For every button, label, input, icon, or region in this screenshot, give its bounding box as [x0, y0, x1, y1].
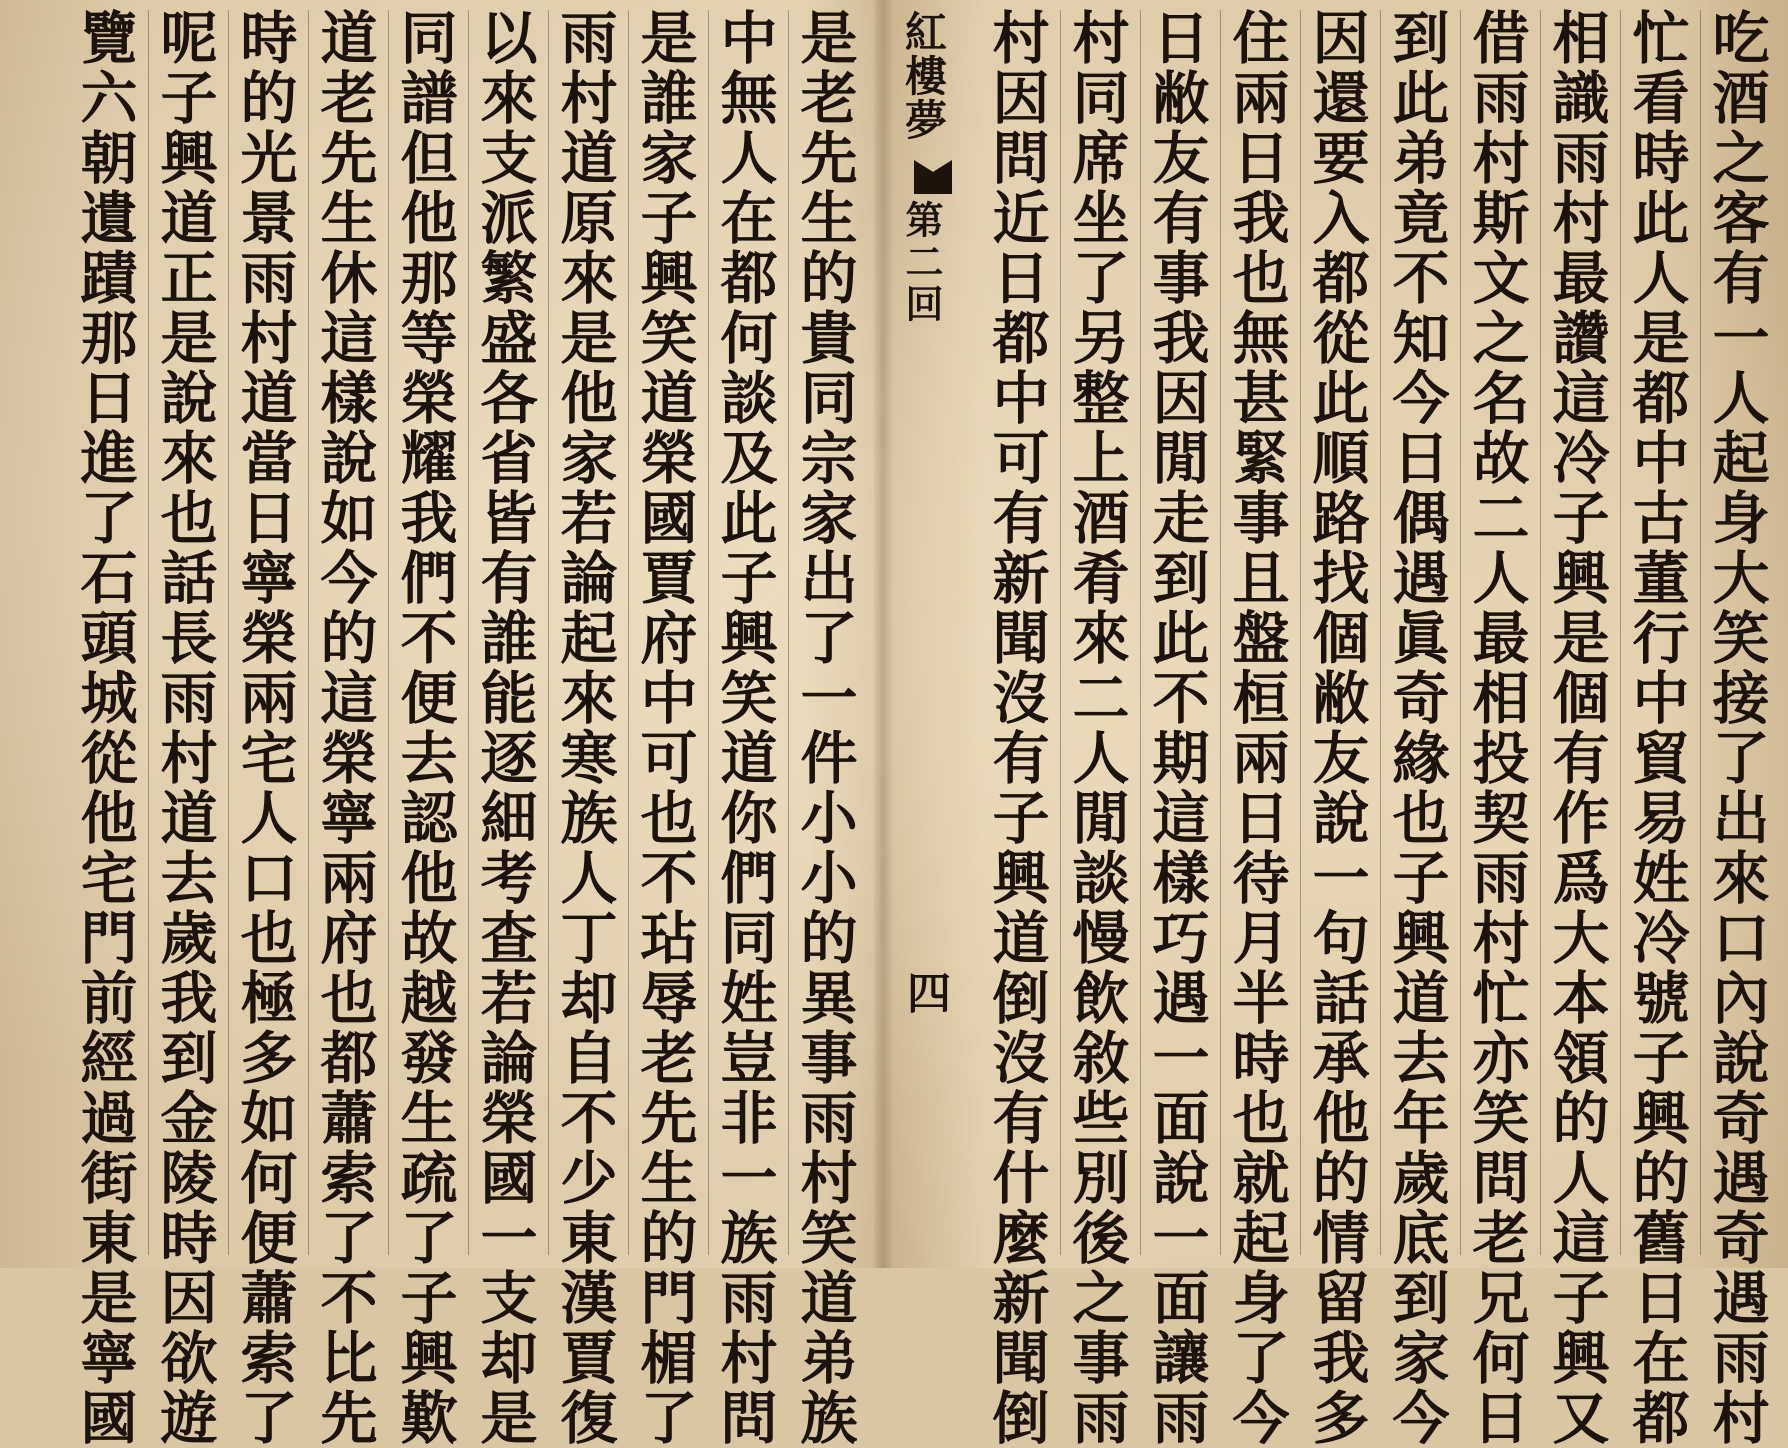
- left-column-6: 同譜但他那等榮耀我們不便去認他故越發生疏了子興歎: [391, 8, 458, 1448]
- left-column-9: 呢子興道正是說來也話長雨村道去歲我到金陵時因欲遊: [151, 8, 218, 1448]
- right-page: [880, 0, 1788, 1448]
- column-rule: [628, 10, 629, 1255]
- right-column-1: 吃酒之客有一人起身大笑接了出來口內說奇遇奇遇雨村: [1703, 8, 1770, 1448]
- column-rule: [708, 10, 709, 1255]
- left-column-10: 覽六朝遺蹟那日進了石頭城從他宅門前經過街東是寧國: [71, 8, 138, 1448]
- left-column-8: 時的光景雨村道當日寧榮兩宅人口也極多如何便蕭索了: [231, 8, 298, 1448]
- right-column-3: 相識雨村最讚這冷子興是個有作爲大本領的人這子興又: [1543, 8, 1610, 1448]
- column-rule: [1140, 10, 1141, 1255]
- left-column-2: 中無人在都何談及此子興笑道你們同姓豈非一族雨村問: [711, 8, 778, 1448]
- column-rule: [1540, 10, 1541, 1255]
- column-rule: [788, 10, 789, 1255]
- right-column-9: 村同席坐了另整上酒肴來二人閒談慢飲敘些別後之事雨: [1063, 8, 1130, 1448]
- right-column-5: 到此弟竟不知今日偶遇眞奇緣也子興道去年歲底到家今: [1383, 8, 1450, 1448]
- column-rule: [1380, 10, 1381, 1255]
- column-rule: [308, 10, 309, 1255]
- page-number: 四: [899, 970, 950, 1014]
- left-column-1: 是老先生的貴同宗家出了一件小小的異事雨村笑道弟族: [791, 8, 858, 1448]
- left-column-5: 以來支派繁盛各省皆有誰能逐細考查若論榮國一支却是: [471, 8, 538, 1448]
- right-column-4: 借雨村斯文之名故二人最相投契雨村忙亦笑問老兄何日: [1463, 8, 1530, 1448]
- right-column-7: 住兩日我也無甚緊事且盤桓兩日待月半時也就起身了今: [1223, 8, 1290, 1448]
- left-column-4: 雨村道原來是他家若論起來寒族人丁却自不少東漢賈復: [551, 8, 618, 1448]
- right-column-10: 村因問近日都中可有新聞沒有子興道倒沒有什麼新聞倒: [983, 8, 1050, 1448]
- column-rule: [468, 10, 469, 1255]
- left-column-7: 道老先生休這樣說如今的這榮寧兩府也都蕭索了不比先: [311, 8, 378, 1448]
- right-column-6: 因還要入都從此順路找個敝友說一句話承他的情留我多: [1303, 8, 1370, 1448]
- column-rule: [548, 10, 549, 1255]
- column-rule: [228, 10, 229, 1255]
- column-rule: [1220, 10, 1221, 1255]
- right-column-8: 日敝友有事我因閒走到此不期這樣巧遇一面說一面讓雨: [1143, 8, 1210, 1448]
- column-rule: [148, 10, 149, 1255]
- book-title: 紅樓夢: [899, 10, 948, 142]
- left-page: [0, 0, 880, 1448]
- left-column-3: 是誰家子興笑道榮國賈府中可也不玷辱老先生的門楣了: [631, 8, 698, 1448]
- column-rule: [1700, 10, 1701, 1255]
- column-rule: [1300, 10, 1301, 1255]
- column-rule: [388, 10, 389, 1255]
- column-rule: [1460, 10, 1461, 1255]
- column-rule: [1620, 10, 1621, 1255]
- column-rule: [1060, 10, 1061, 1255]
- right-column-2: 忙看時此人是都中古董行中貿易姓冷號子興的舊日在都: [1623, 8, 1690, 1448]
- chapter-label: 第二回: [899, 200, 944, 326]
